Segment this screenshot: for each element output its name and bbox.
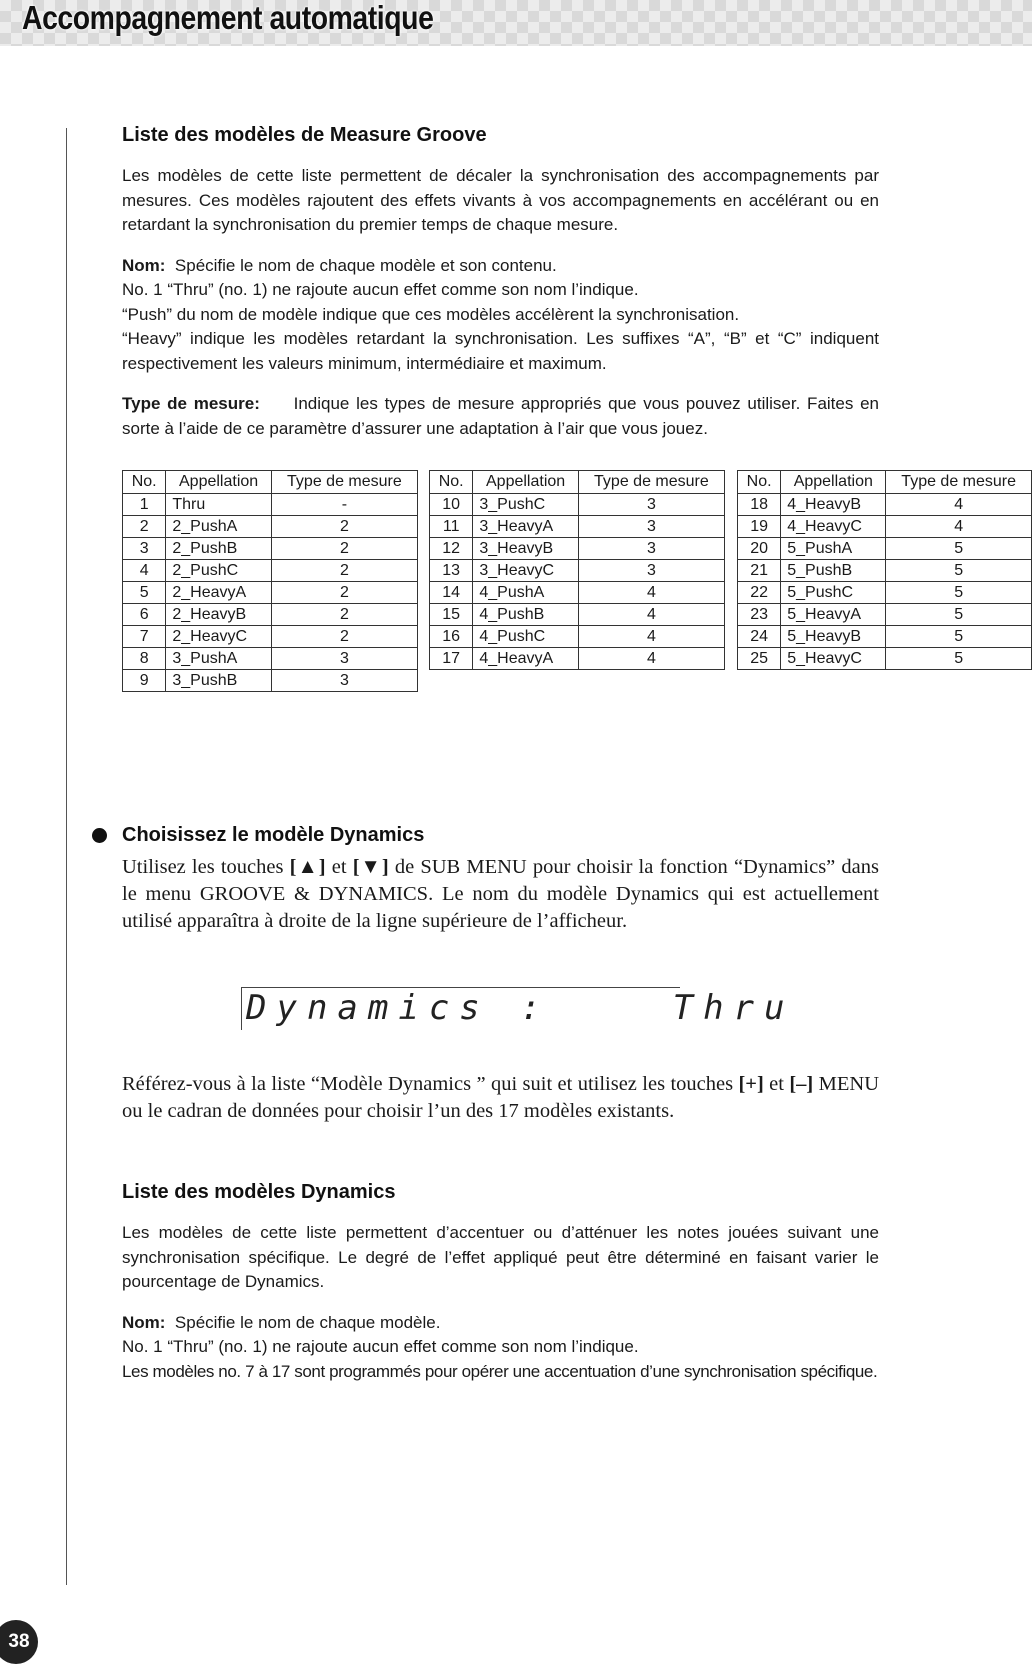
text-run: MENU ou le cadran de données pour choisir l’un des 17 modèles existants. — [122, 1073, 880, 1122]
cell-name: 3_HeavyB — [473, 538, 578, 560]
groove-nom-label: Nom: — [122, 255, 166, 275]
cell-number: 11 — [430, 516, 473, 538]
groove-nom-text: Spécifie le nom de chaque modèle et son contenu. — [174, 255, 557, 275]
cell-meter: 5 — [886, 560, 1032, 582]
cell-name: 5_HeavyC — [781, 648, 886, 670]
page-title: Accompagnement automatique — [22, 0, 434, 36]
column-header: Type de mesure — [271, 471, 417, 494]
cell-number: 6 — [123, 604, 166, 626]
cell-name: 4_PushB — [473, 604, 578, 626]
cell-meter: 2 — [271, 626, 417, 648]
column-header: Appellation — [473, 471, 578, 494]
cell-name: Thru — [166, 494, 271, 516]
cell-meter: 5 — [886, 582, 1032, 604]
dynamics-nom-line-2: No. 1 “Thru” (no. 1) ne rajoute aucun effet comme son nom l’indique. — [122, 1337, 639, 1356]
cell-number: 7 — [123, 626, 166, 648]
table-row — [430, 626, 725, 648]
cell-number: 22 — [738, 582, 781, 604]
key-up: [▲] — [289, 856, 326, 878]
groove-type-label: Type de mesure: — [122, 394, 260, 413]
table-row — [738, 648, 1032, 670]
groove-nom-line-1 — [122, 254, 879, 279]
cell-meter: 5 — [886, 604, 1032, 626]
cell-number: 18 — [738, 494, 781, 516]
table-header-row — [123, 471, 418, 494]
column-header: Appellation — [781, 471, 886, 494]
cell-name: 2_HeavyB — [166, 604, 271, 626]
column-header: No. — [123, 471, 166, 494]
page-number: 38 — [0, 1620, 38, 1664]
table-row — [430, 604, 725, 626]
cell-meter: 2 — [271, 538, 417, 560]
dynamics-select-section — [122, 824, 879, 935]
dynamics-nom-label: Nom: — [122, 1312, 166, 1332]
cell-name: 5_HeavyB — [781, 626, 886, 648]
table-row — [123, 494, 418, 516]
key-minus: [–] — [789, 1073, 814, 1095]
table-row — [738, 560, 1032, 582]
table-row — [123, 648, 418, 670]
lcd-value: Thru — [672, 988, 795, 1028]
cell-name: 3_HeavyA — [473, 516, 578, 538]
cell-name: 5_PushA — [781, 538, 886, 560]
cell-meter: 4 — [578, 582, 724, 604]
cell-name: 3_PushA — [166, 648, 271, 670]
table-row — [738, 582, 1032, 604]
cell-meter: 4 — [578, 604, 724, 626]
lcd-display-text — [246, 988, 794, 1028]
cell-number: 12 — [430, 538, 473, 560]
text-run: Référez-vous à la liste “Modèle Dynamics ” qui suit et utilisez les touches — [122, 1073, 739, 1095]
text-run: et — [763, 1073, 790, 1095]
groove-table-2 — [429, 470, 725, 670]
cell-number: 10 — [430, 494, 473, 516]
key-down: [▼] — [352, 856, 389, 878]
text-run: Utilisez les touches — [122, 856, 290, 878]
table-row — [738, 494, 1032, 516]
table-header-row — [430, 471, 725, 494]
cell-meter: 3 — [578, 494, 724, 516]
cell-meter: 3 — [578, 516, 724, 538]
cell-name: 2_PushB — [166, 538, 271, 560]
table-row — [123, 538, 418, 560]
column-header: Appellation — [166, 471, 271, 494]
groove-nom-line-3: “Push” du nom de modèle indique que ces modèles accélèrent la synchronisation. — [122, 304, 740, 324]
cell-meter: 5 — [886, 648, 1032, 670]
groove-type-line — [122, 392, 879, 441]
cell-number: 1 — [123, 494, 166, 516]
cell-name: 5_PushB — [781, 560, 886, 582]
cell-name: 4_HeavyC — [781, 516, 886, 538]
cell-name: 4_PushA — [473, 582, 578, 604]
table-row — [430, 582, 725, 604]
cell-meter: 4 — [578, 626, 724, 648]
text-run: de SUB MENU pour choisir la fonction “Dynamics” dans le menu GROOVE & DYNAMICS. Le nom du modèle Dynamics qui est actuellement utilisé apparaîtra à droite de la ligne supérieure de l’afficheur. — [122, 856, 880, 932]
groove-nom-line-4: “Heavy” indique les modèles retardant la synchronisation. Les suffixes “A”, “B” et “C” indiquent respectivement les valeurs minimum, intermédiaire et maximum. — [122, 329, 879, 373]
dynamics-list-section — [122, 1181, 879, 1384]
column-header: No. — [738, 471, 781, 494]
cell-number: 5 — [123, 582, 166, 604]
cell-name: 4_HeavyA — [473, 648, 578, 670]
bullet-icon — [92, 828, 107, 843]
cell-number: 3 — [123, 538, 166, 560]
cell-number: 20 — [738, 538, 781, 560]
cell-number: 15 — [430, 604, 473, 626]
dynamics-nom-line-1 — [122, 1311, 879, 1336]
dynamics-select-paragraph-2-wrap — [122, 1071, 879, 1125]
table-row — [738, 516, 1032, 538]
table-row — [123, 626, 418, 648]
cell-number: 25 — [738, 648, 781, 670]
table-row — [738, 604, 1032, 626]
cell-meter: 4 — [578, 648, 724, 670]
groove-table-1 — [122, 470, 418, 692]
column-header: Type de mesure — [578, 471, 724, 494]
cell-number: 2 — [123, 516, 166, 538]
table-row — [430, 494, 725, 516]
groove-table-3 — [737, 470, 1032, 670]
table-row — [123, 516, 418, 538]
groove-type-text: Indique les types de mesure appropriés que vous pouvez utiliser. Faites en sorte à l’aide de ce paramètre d’assurer une adaptation à l’air que vous jouez. — [122, 394, 880, 438]
table-row — [123, 582, 418, 604]
dynamics-select-heading: Choisissez le modèle Dynamics — [122, 824, 425, 846]
table-row — [738, 538, 1032, 560]
dynamics-list-intro: Les modèles de cette liste permettent d’accentuer ou d’atténuer les notes jouées suivant une synchronisation spécifique. Le degré de l’effet appliqué peut être déterminé en faisant varier le pourcentage de Dynamics. — [122, 1223, 879, 1291]
cell-number: 13 — [430, 560, 473, 582]
table-row — [123, 604, 418, 626]
cell-meter: 2 — [271, 604, 417, 626]
column-header: No. — [430, 471, 473, 494]
table-row — [738, 626, 1032, 648]
table-row — [430, 560, 725, 582]
groove-heading: Liste des modèles de Measure Groove — [122, 124, 487, 146]
dynamics-list-heading: Liste des modèles Dynamics — [122, 1181, 396, 1203]
cell-meter: 4 — [886, 494, 1032, 516]
cell-meter: 4 — [886, 516, 1032, 538]
cell-meter: 2 — [271, 582, 417, 604]
table-row — [123, 670, 418, 692]
cell-name: 5_PushC — [781, 582, 886, 604]
text-run: et — [325, 856, 353, 878]
key-plus: [+] — [738, 1073, 764, 1095]
cell-name: 2_HeavyC — [166, 626, 271, 648]
margin-rule — [66, 128, 67, 1585]
table-row — [430, 538, 725, 560]
cell-meter: 5 — [886, 626, 1032, 648]
cell-name: 5_HeavyA — [781, 604, 886, 626]
lcd-label: Dynamics : — [246, 988, 551, 1028]
column-header: Type de mesure — [886, 471, 1032, 494]
groove-intro: Les modèles de cette liste permettent de décaler la synchronisation des accompagnements par mesures. Ces modèles rajoutent des effets vivants à vos accompagnements en accélérant ou en retardant la synchronisation du premier temps de chaque mesure. — [122, 166, 879, 234]
cell-number: 4 — [123, 560, 166, 582]
cell-meter: 5 — [886, 538, 1032, 560]
dynamics-select-paragraph-1 — [122, 854, 879, 935]
table-row — [430, 516, 725, 538]
groove-section — [122, 124, 879, 441]
cell-meter: 2 — [271, 560, 417, 582]
table-row — [430, 648, 725, 670]
cell-number: 16 — [430, 626, 473, 648]
cell-number: 21 — [738, 560, 781, 582]
cell-name: 3_HeavyC — [473, 560, 578, 582]
table-header-row — [738, 471, 1032, 494]
cell-meter: 3 — [578, 560, 724, 582]
cell-name: 3_PushC — [473, 494, 578, 516]
cell-meter: 3 — [271, 648, 417, 670]
cell-number: 24 — [738, 626, 781, 648]
cell-name: 4_PushC — [473, 626, 578, 648]
cell-name: 2_PushC — [166, 560, 271, 582]
groove-nom-line-2: No. 1 “Thru” (no. 1) ne rajoute aucun effet comme son nom l’indique. — [122, 280, 639, 299]
cell-name: 2_PushA — [166, 516, 271, 538]
cell-number: 17 — [430, 648, 473, 670]
cell-number: 23 — [738, 604, 781, 626]
cell-name: 2_HeavyA — [166, 582, 271, 604]
cell-meter: 3 — [271, 670, 417, 692]
cell-meter: - — [271, 494, 417, 516]
cell-number: 9 — [123, 670, 166, 692]
cell-number: 8 — [123, 648, 166, 670]
cell-name: 4_HeavyB — [781, 494, 886, 516]
cell-meter: 2 — [271, 516, 417, 538]
cell-number: 14 — [430, 582, 473, 604]
table-row — [123, 560, 418, 582]
dynamics-nom-line-3: Les modèles no. 7 à 17 sont programmés pour opérer une accentuation d’une synchronisation spécifique. — [122, 1361, 878, 1381]
dynamics-select-paragraph-2 — [122, 1071, 879, 1125]
cell-number: 19 — [738, 516, 781, 538]
dynamics-nom-text: Spécifie le nom de chaque modèle. — [174, 1312, 441, 1332]
cell-meter: 3 — [578, 538, 724, 560]
cell-name: 3_PushB — [166, 670, 271, 692]
